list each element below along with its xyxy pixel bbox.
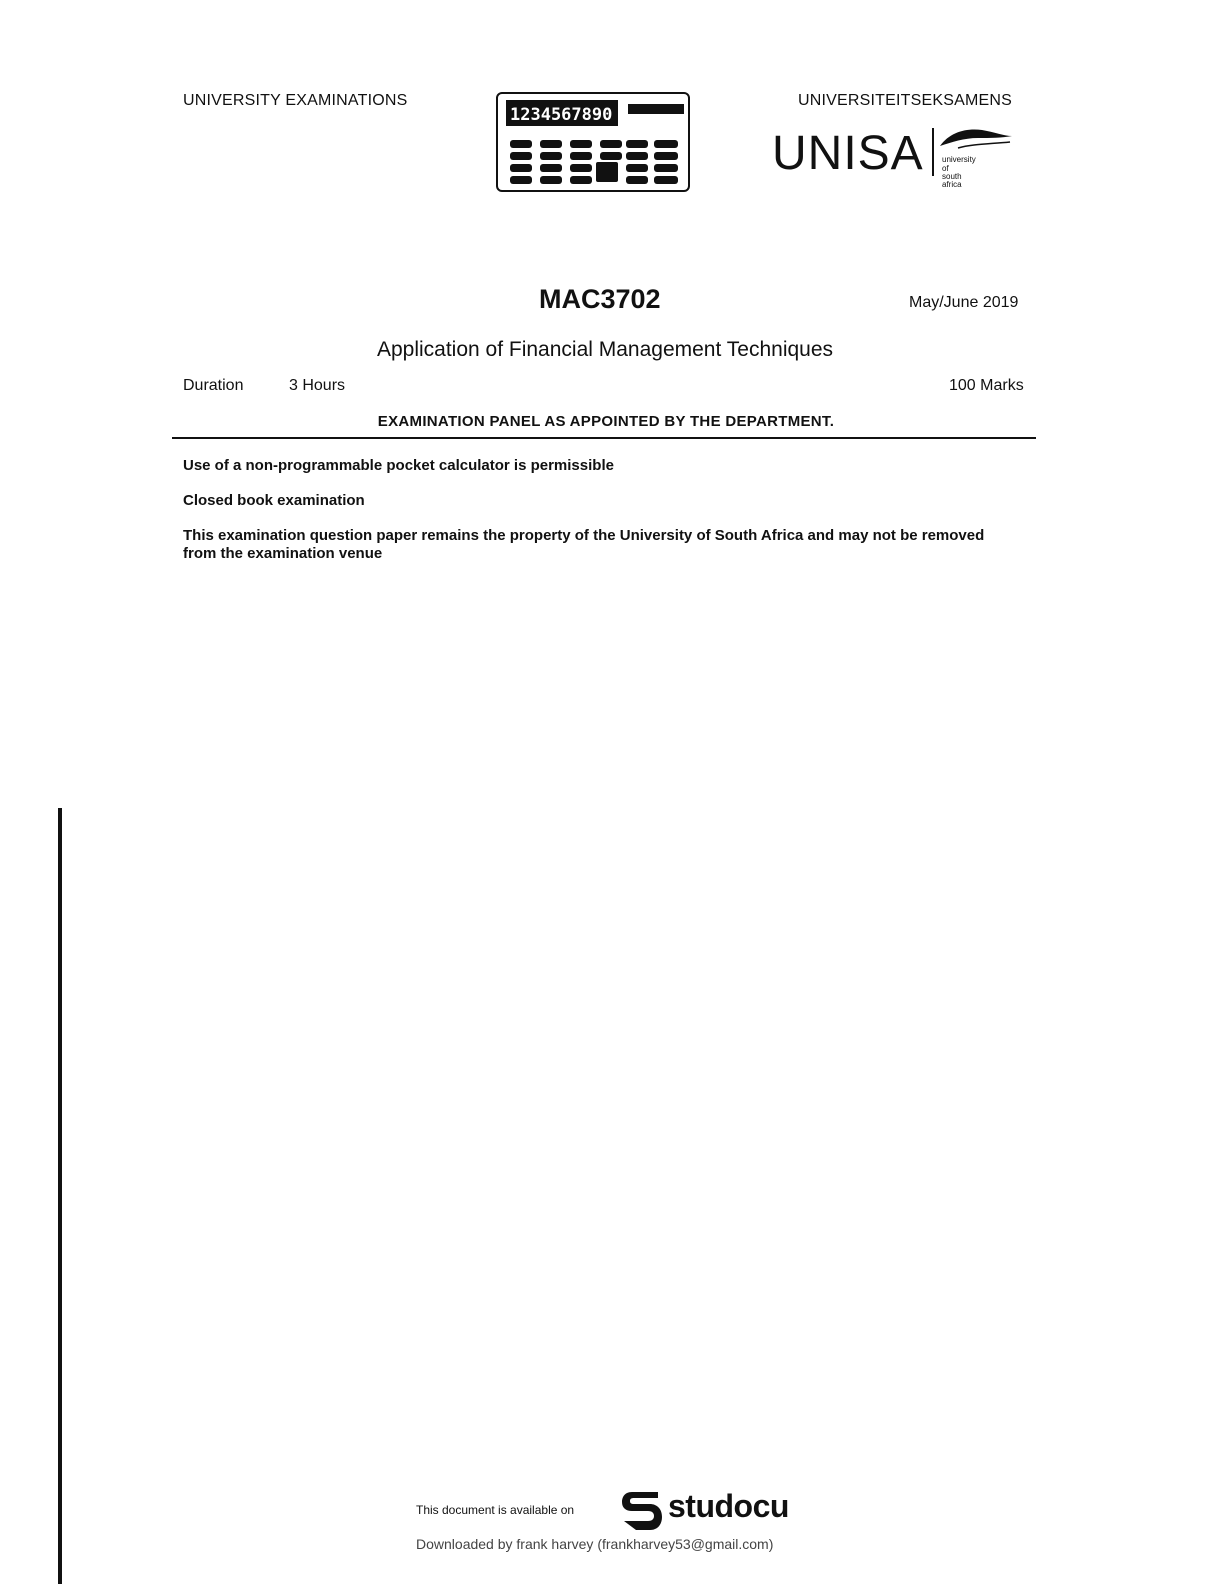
unisa-bird-icon xyxy=(938,126,1014,154)
instruction-closed-book: Closed book examination xyxy=(183,492,365,509)
calculator-display: 1234567890 xyxy=(510,105,613,125)
total-marks: 100 Marks xyxy=(949,377,1024,394)
footer-downloaded-by: Downloaded by frank harvey (frankharvey53@gmail.com) xyxy=(416,1536,774,1552)
studocu-brand[interactable]: studocu xyxy=(668,1488,789,1524)
studocu-logo-icon xyxy=(618,1486,664,1532)
duration-value: 3 Hours xyxy=(289,377,346,394)
header-left: UNIVERSITY EXAMINATIONS xyxy=(183,92,408,109)
calculator-drawing xyxy=(498,94,688,190)
instruction-property: This examination question paper remains the property of the University of South Africa and may not be removed from the examination venue xyxy=(183,527,985,562)
logo-divider xyxy=(932,128,934,176)
unisa-logo-word: UNISA xyxy=(772,127,924,180)
exam-code: MAC3702 xyxy=(539,284,661,314)
calculator-icon xyxy=(496,92,690,192)
instruction-calculator: Use of a non-programmable pocket calculator is permissible xyxy=(183,457,614,474)
unisa-tagline-2: of south africa xyxy=(942,164,962,189)
header-rule xyxy=(172,437,1036,439)
scan-edge-bar xyxy=(58,808,62,1584)
header-right: UNIVERSITEITSEKSAMENS xyxy=(798,92,1013,109)
duration-label: Duration xyxy=(183,377,244,394)
exam-subject: Application of Financial Management Techniques xyxy=(376,338,834,361)
examination-panel: EXAMINATION PANEL AS APPOINTED BY THE DEPARTMENT. xyxy=(377,413,835,430)
exam-date: May/June 2019 xyxy=(909,294,1019,311)
footer-available-text: This document is available on xyxy=(416,1503,575,1517)
unisa-tagline-1: university xyxy=(942,155,976,164)
